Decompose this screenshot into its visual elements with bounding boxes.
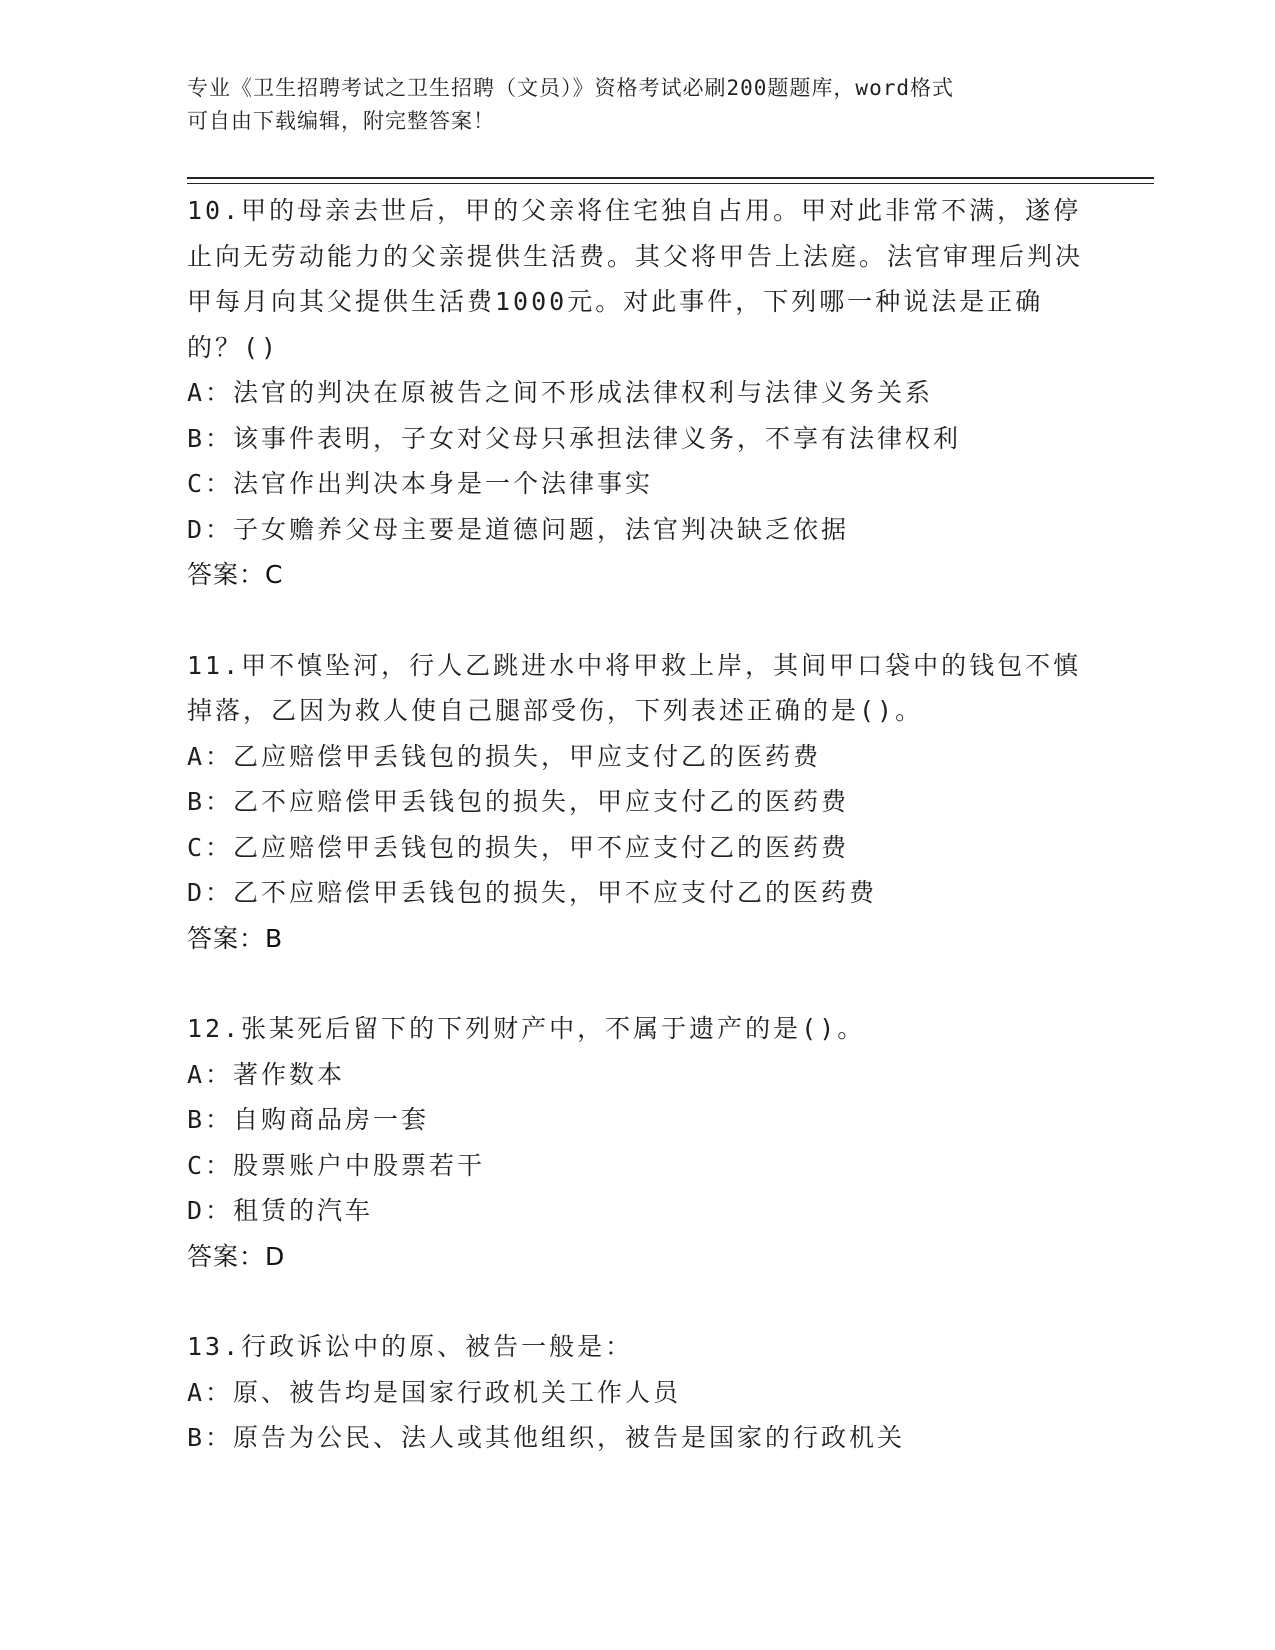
option-c: C：股票账户中股票若干 [187,1150,486,1180]
option-d: D：租赁的汽车 [187,1196,374,1225]
question-11 [187,643,1087,962]
question-stem: 12.张某死后留下的下列财产中，不属于遗产的是()。 [187,1014,866,1043]
option-c: C：法官作出判决本身是一个法律事实 [187,469,654,498]
question-stem: 10.甲的母亲去世后，甲的父亲将住宅独自占用。甲对此非常不满，遂停止向无劳动能力的父亲提供生活费。其父将甲告上法庭。法官审理后判决甲每月向其父提供生活费1000元。对此事件，下列哪一种说法是正确的？() [187,196,1084,362]
option-b: B：乙不应赔偿甲丢钱包的损失，甲应支付乙的医药费 [187,787,850,816]
option-c: C：乙应赔偿甲丢钱包的损失，甲不应支付乙的医药费 [187,832,850,862]
option-b: B：原告为公民、法人或其他组织，被告是国家的行政机关 [187,1423,906,1452]
option-d: D：子女赡养父母主要是道德问题，法官判决缺乏依据 [187,514,850,544]
document-header [187,72,1087,138]
question-13 [187,1324,1087,1461]
option-a: A：乙应赔偿甲丢钱包的损失，甲应支付乙的医药费 [187,741,822,771]
header-divider-thin [187,183,1154,184]
question-10 [187,188,1087,598]
question-stem: 11.甲不慎坠河，行人乙跳进水中将甲救上岸，其间甲口袋中的钱包不慎掉落，乙因为救人使自己腿部受伤，下列表述正确的是()。 [187,650,1082,725]
question-stem: 13.行政诉讼中的原、被告一般是： [187,1332,634,1361]
question-12 [187,1006,1087,1279]
header-line-2: 可自由下载编辑，附完整答案！ [187,109,495,133]
option-d: D：乙不应赔偿甲丢钱包的损失，甲不应支付乙的医药费 [187,878,878,907]
option-a: A：法官的判决在原被告之间不形成法律权利与法律义务关系 [187,378,934,407]
answer-line: 答案：B [187,923,284,953]
header-line-1: 专业《卫生招聘考试之卫生招聘（文员）》资格考试必刷200题题库，word格式 [187,76,954,100]
option-a: A：原、被告均是国家行政机关工作人员 [187,1377,682,1407]
option-b: B：自购商品房一套 [187,1105,430,1134]
option-a: A：著作数本 [187,1059,346,1089]
answer-line: 答案：D [187,1241,286,1271]
option-b: B：该事件表明，子女对父母只承担法律义务，不享有法律权利 [187,423,962,453]
question-list [187,188,1087,1506]
answer-line: 答案：C [187,560,284,589]
header-divider-thick [187,177,1154,179]
